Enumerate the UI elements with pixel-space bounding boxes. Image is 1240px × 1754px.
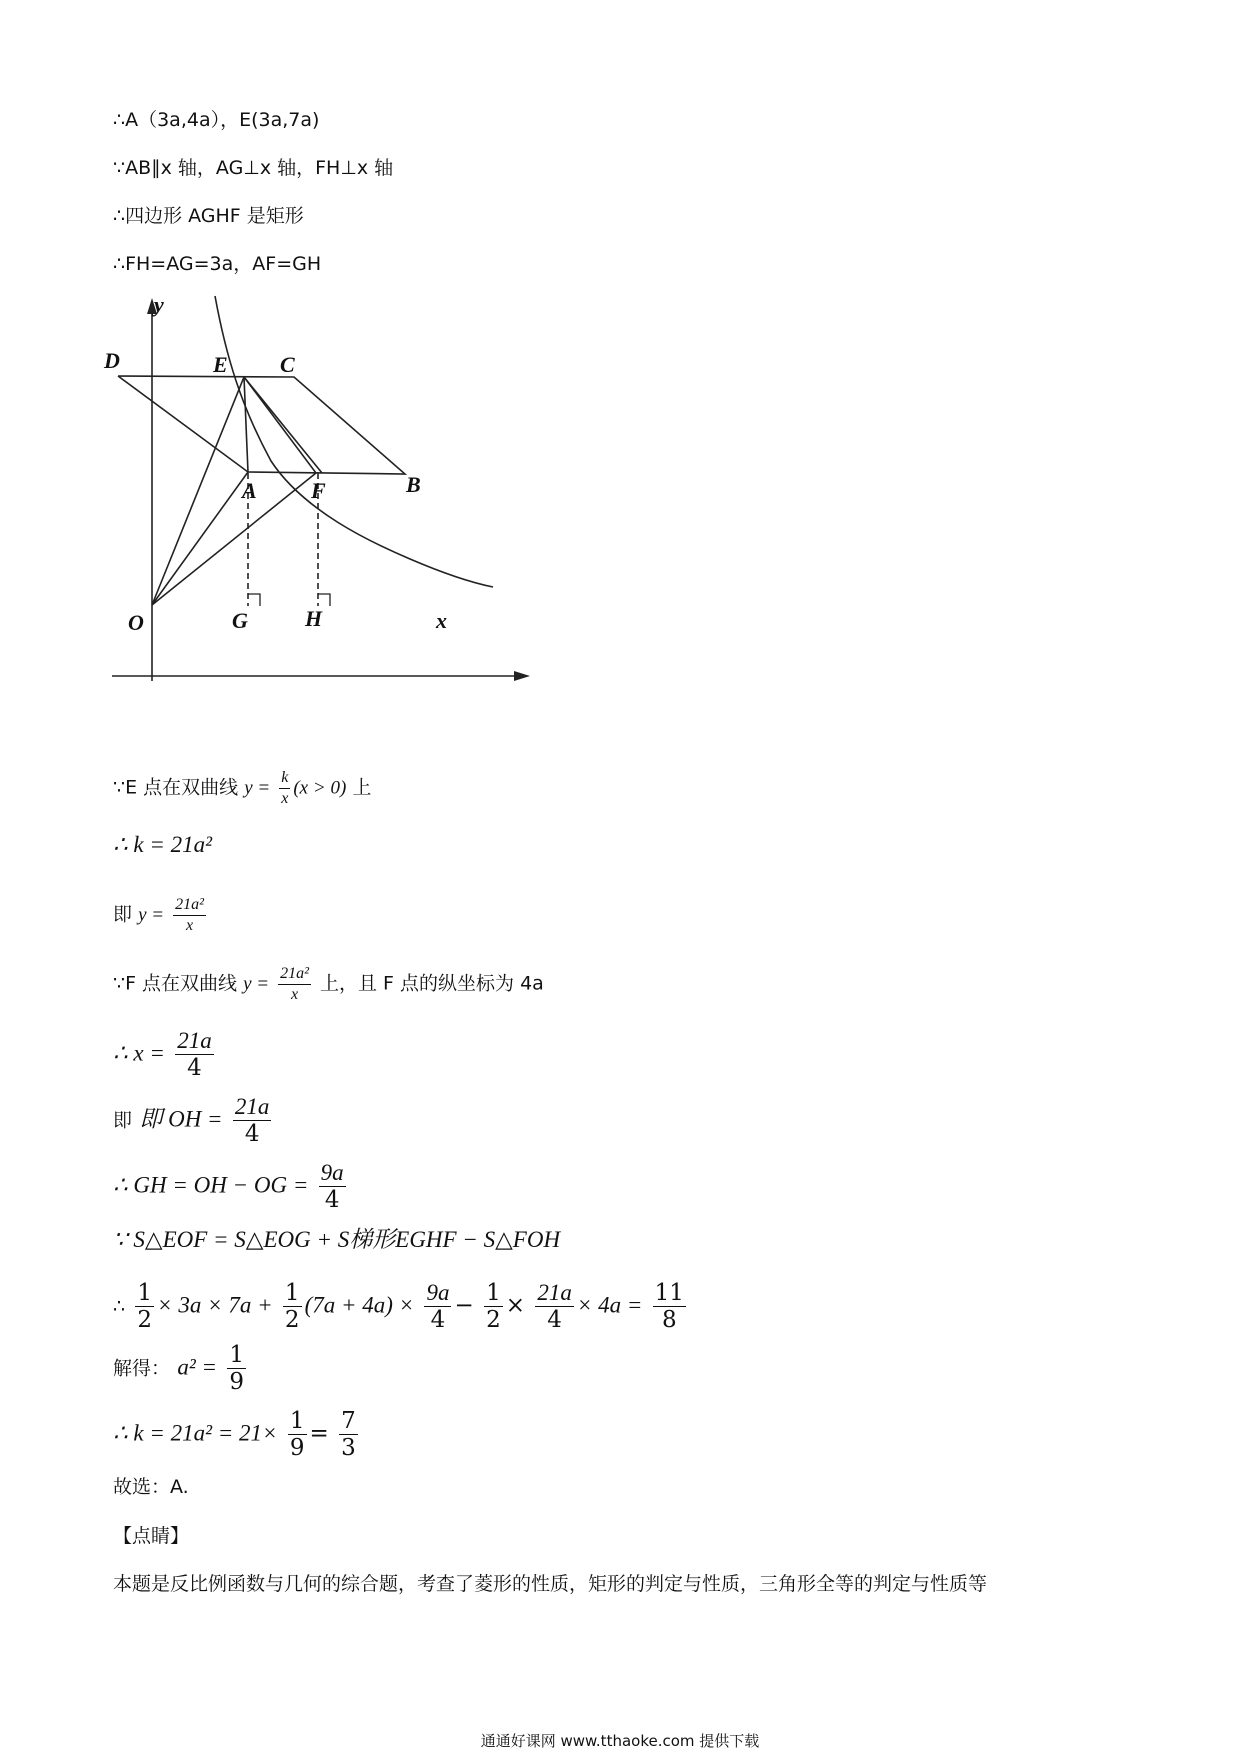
label-x: x <box>436 608 447 633</box>
hyperbola-curve <box>215 296 493 587</box>
label-F: F <box>311 478 326 503</box>
line-answer: 故选：A. <box>113 1476 189 1498</box>
label-H: H <box>305 606 323 631</box>
geometry-figure <box>104 292 558 716</box>
label-A: A <box>242 478 257 503</box>
page-footer: 通通好课网 www.tthaoke.com 提供下载 <box>480 1732 760 1750</box>
fraction-1-over-2-c: $\frac{1}{2}$ <box>486 1280 501 1333</box>
line-parallel: ∵AB∥x 轴，AG⊥x 轴，FH⊥x 轴 <box>113 157 394 179</box>
label-C: C <box>280 352 295 377</box>
fraction-21a-over-4-c: $\frac{21a}{4}$ <box>537 1280 572 1333</box>
segment-FO <box>152 473 316 605</box>
line-rectangle: ∴四边形 AGHF 是矩形 <box>113 205 304 227</box>
label-G: G <box>232 608 248 633</box>
label-B: B <box>406 472 421 497</box>
line-y-formula: 即 y = $\frac{\text{21a²}}{x}$ <box>113 896 204 934</box>
line-OH-value: 即 即 OH = $\frac{21a}{4}$ <box>113 1094 270 1147</box>
fraction-21a2-over-x: $\frac{\text{21a²}}{x}$ <box>175 896 204 934</box>
fraction-1-over-9: $\frac{1}{9}$ <box>229 1342 244 1395</box>
line-F-on-hyperbola: ∵F 点在双曲线 y = $\frac{\text{21a²}}{x}$ 上，且 F 点的纵坐标为 4a <box>113 965 544 1003</box>
segment-EA <box>244 377 248 472</box>
line-equal-sides: ∴FH=AG=3a，AF=GH <box>113 253 322 275</box>
line-E-on-hyperbola: ∵E 点在双曲线 y = $\frac{k}{x}$ (x > 0) 上 <box>113 769 372 807</box>
line-area-relation: ∵ S△EOF = S△EOG + S梯形EGHF − S△FOH <box>113 1227 561 1252</box>
line-k-value: ∴ k = 21a² <box>113 832 213 857</box>
fraction-9a-over-4: $\frac{9a}{4}$ <box>320 1160 344 1213</box>
fraction-11-over-8: $\frac{11}{8}$ <box>654 1280 684 1333</box>
x-axis-arrow <box>514 671 530 681</box>
right-angle-H <box>318 594 330 606</box>
line-k-final: ∴ k = 21a² = 21× $\frac{1}{9}$ = $\frac{7}{3}$ <box>113 1408 356 1461</box>
fraction-7-over-3: $\frac{7}{3}$ <box>341 1408 356 1461</box>
label-E: E <box>213 352 228 377</box>
fraction-1-over-9-b: $\frac{1}{9}$ <box>289 1408 305 1461</box>
fraction-1-over-2-b: $\frac{1}{2}$ <box>284 1280 300 1333</box>
right-angle-G <box>248 594 260 606</box>
fraction-9a-over-4-b: $\frac{9a}{4}$ <box>426 1280 450 1333</box>
fraction-21a2-over-x-2: $\frac{\text{21a²}}{x}$ <box>280 965 309 1003</box>
fraction-21a-over-4-b: $\frac{21a}{4}$ <box>234 1094 270 1147</box>
rhombus-ABCD <box>118 376 405 474</box>
label-D: D <box>104 348 120 373</box>
fraction-21a-over-4: $\frac{21a}{4}$ <box>177 1028 212 1081</box>
line-coordinates: ∴A（3a,4a），E(3a,7a) <box>113 109 320 131</box>
line-x-value: ∴ x = $\frac{21a}{4}$ <box>113 1028 212 1081</box>
label-y: y <box>154 292 164 317</box>
label-O: O <box>128 610 144 635</box>
fraction-k-over-x: $\frac{k}{x}$ <box>281 769 289 807</box>
line-solve-a2: 解得： a² = $\frac{1}{9}$ <box>113 1342 244 1395</box>
line-comment-heading: 【点睛】 <box>113 1525 190 1547</box>
line-comment-text: 本题是反比例函数与几何的综合题，考查了菱形的性质，矩形的判定与性质，三角形全等的判定与性质等 <box>113 1573 988 1595</box>
fraction-1-over-2-a: $\frac{1}{2}$ <box>137 1280 153 1333</box>
line-area-equation: ∴ $\frac{1}{2}$ × 3a × 7a + $\frac{1}{2}$ (7a + 4a) × $\frac{9a}{4}$ − $\frac{1}{2}$ × $\frac{21a}{4}$ × 4a = $\frac{11}{8}$ <box>113 1280 684 1333</box>
line-GH-value: ∴ GH = OH − OG = $\frac{9a}{4}$ <box>113 1160 344 1213</box>
